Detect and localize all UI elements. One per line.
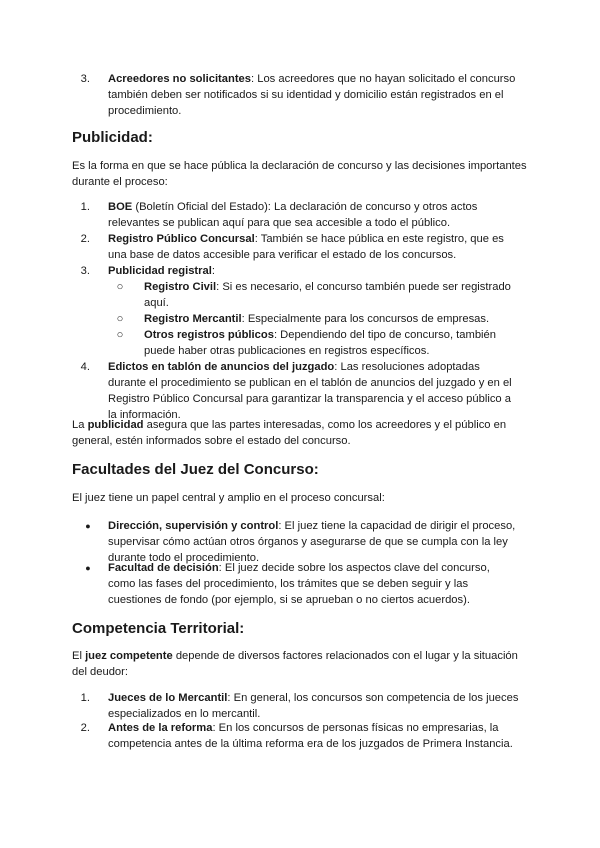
text-fragment: El [72,650,86,662]
text-fragment: asegura que las partes interesadas, como los acreedores y el público en general, estén informados sobre el estado del concurso. [72,419,507,447]
sub-list-item [116,311,520,327]
list-number: 4. [80,361,90,373]
list-item [80,720,520,752]
list-item-title: Jueces de lo Mercantil [108,692,228,704]
paragraph-intro-publicidad: Es la forma en que se hace pública la declaración de concurso y las decisiones importantes durante el proceso: [72,160,527,188]
text-fragment: depende de diversos factores relacionados con el lugar y la situación del deudor: [72,650,518,678]
section-heading-facultades: Facultades del Juez del Concurso: [72,461,319,478]
list-item-text: : En general, los concursos son competencia de los jueces especializados en lo mercantil. [108,692,519,720]
list-item [80,263,520,279]
list-item-text: : El juez tiene la capacidad de dirigir el proceso, supervisar cómo actúan otros órganos y asegurarse de que se cumpla con la ley durante todo el procedimiento. [108,520,516,564]
list-item [80,199,520,231]
list-item-text: : El juez decide sobre los aspectos clave del concurso, como las fases del procedimiento, los trámites que se deben seguir y las cuestiones de fondo (por ejemplo, si se aprueban o no ciertos acuerdos). [108,562,490,606]
list-item-title: Registro Mercantil [144,313,242,325]
sub-list-item [116,327,520,359]
sub-list-item [116,279,520,311]
text-bold: juez competente [85,650,173,662]
list-item-title: Antes de la reforma [108,722,213,734]
section-heading-competencia: Competencia Territorial: [72,620,245,637]
dot-bullet-icon: ● [85,521,91,531]
list-item-text: : Las resoluciones adoptadas durante el procedimiento se publican en el tablón de anuncios del juzgado y en el Registro Público Concursal para garantizar la transparencia y el acceso público a la información. [108,361,512,421]
list-item-text: : Dependiendo del tipo de concurso, también puede haber otras publicaciones en registros específicos. [144,329,496,357]
list-item-text: (Boletín Oficial del Estado): La declaración de concurso y otros actos relevantes se publican aquí para que sea accesible a todo el público. [108,201,478,229]
paragraph-intro-facultades: El juez tiene un papel central y amplio en el proceso concursal: [72,492,385,504]
list-item [80,71,520,119]
list-item-title: Registro Público Concursal [108,233,255,245]
list-item-title: Dirección, supervisión y control [108,520,279,532]
bullet-item [85,560,520,608]
list-number: 1. [80,692,90,704]
text-bold: publicidad [87,419,144,431]
list-item-title: BOE [108,201,133,213]
bullet-item [85,518,520,566]
list-item [80,359,520,423]
list-item-text: : En los concursos de personas físicas no empresarias, la competencia antes de la última reforma era de los juzgados de Primera Instancia. [108,722,513,750]
list-item-title: Acreedores no solicitantes [108,73,252,85]
circle-bullet-icon: ○ [116,313,124,325]
list-item-title: Publicidad registral [108,265,212,277]
list-item-title: Otros registros públicos [144,329,274,341]
list-number: 3. [80,265,90,277]
list-item-text: : Especialmente para los concursos de empresas. [241,313,490,325]
list-item [80,231,520,263]
list-item-title: Facultad de decisión [108,562,219,574]
list-number: 2. [80,233,90,245]
list-item-title: Registro Civil [144,281,217,293]
list-number: 2. [80,722,90,734]
dot-bullet-icon: ● [85,563,91,573]
list-item-text: : Los acreedores que no hayan solicitado el concurso también deben ser notificados si su identidad y domicilio están registrados en el procedimiento. [108,73,516,117]
list-number: 1. [80,201,90,213]
list-item-text: : También se hace pública en este registro, que es una base de datos accesible para verificar el estado de los concursos. [108,233,504,261]
paragraph-intro-competencia [72,648,532,680]
circle-bullet-icon: ○ [116,329,124,341]
paragraph-closing-publicidad [72,417,532,449]
section-heading-publicidad: Publicidad: [72,129,153,146]
list-number: 3. [80,73,90,85]
list-item-title: Edictos en tablón de anuncios del juzgado [108,361,335,373]
list-item-text: : Si es necesario, el concurso también puede ser registrado aquí. [144,281,511,309]
text-fragment: La [72,419,88,431]
list-item [80,690,520,722]
list-item-text: : [211,265,215,277]
circle-bullet-icon: ○ [116,281,124,293]
